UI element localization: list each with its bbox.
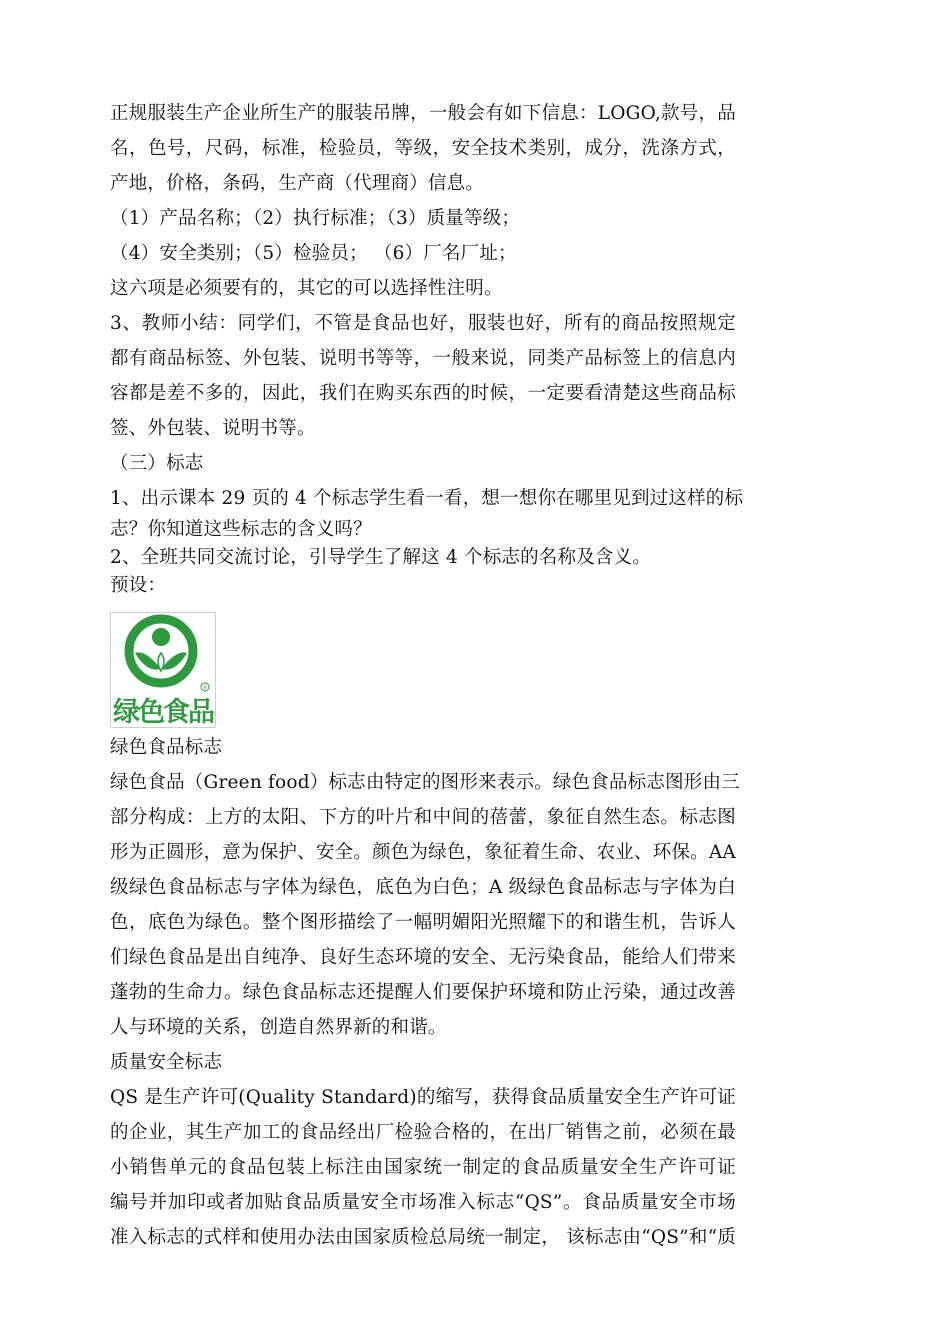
text-line: 容都是差不多的，因此，我们在购买东西的时候，一定要看清楚这些商品标 (110, 383, 736, 404)
qs-caption: 质量安全标志 (110, 1052, 223, 1073)
text-line: 产地，价格，条码，生产商（代理商）信息。 (110, 173, 485, 194)
text-line: 名，色号，尺码，标准，检验员，等级，安全技术类别，成分，洗涤方式， (110, 138, 736, 159)
text-line: 人与环境的关系，创造自然界新的和谐。 (110, 1017, 447, 1038)
registered-mark: ® (202, 685, 208, 692)
text-line: 准入标志的式样和使用办法由国家质检总局统一制定， 该标志由“QS”和“质 (110, 1227, 736, 1248)
text-line: 色，底色为绿色。整个图形描绘了一幅明媚阳光照耀下的和谐生机，告诉人 (110, 912, 736, 933)
paragraph-qs (110, 1080, 736, 1255)
paragraph-discussion: 2、全班共同交流讨论，引导学生了解这 4 个标志的名称及含义。 (110, 547, 652, 568)
text-line: 绿色食品（Green food）标志由特定的图形来表示。绿色食品标志图形由三 (110, 772, 740, 793)
text-line: 蓬勃的生命力。绿色食品标志还提醒人们要保护环境和防止污染，通过改善 (110, 982, 736, 1003)
text-line: 正规服装生产企业所生产的服装吊牌，一般会有如下信息：LOGO,款号，品 (110, 103, 736, 124)
logo-text: 绿色食品 (113, 697, 213, 727)
paragraph-preset: 预设： (110, 575, 167, 596)
text-line: 小销售单元的食品包装上标注由国家统一制定的食品质量安全生产许可证 (110, 1157, 736, 1178)
text-line: QS 是生产许可(Quality Standard)的缩写，获得食品质量安全生产许可证 (110, 1087, 736, 1108)
list-line-2: （4）安全类别；（5）检验员； （6）厂名厂址； (110, 243, 517, 264)
green-food-caption: 绿色食品标志 (110, 737, 223, 758)
text-line: 部分构成：上方的太阳、下方的叶片和中间的蓓蕾，象征自然生态。标志图 (110, 807, 736, 828)
text-line: 编号并加印或者加贴食品质量安全市场准入标志“QS”。食品质量安全市场 (110, 1192, 736, 1213)
text-line: 形为正圆形，意为保护、安全。颜色为绿色，象征着生命、农业、环保。AA (110, 842, 736, 863)
paragraph-six-items: 这六项是必须要有的，其它的可以选择性注明。 (110, 278, 503, 299)
text-line: 级绿色食品标志与字体为绿色，底色为白色；A 级绿色食品标志与字体为白 (110, 877, 736, 898)
text-line: 的企业，其生产加工的食品经出厂检验合格的，在出厂销售之前，必须在最 (110, 1122, 736, 1143)
paragraph-clothing-tag (110, 96, 736, 201)
section-heading-marks: （三）标志 (110, 453, 204, 474)
green-food-logo-icon (111, 613, 215, 727)
document-page (110, 96, 744, 1255)
text-line: 签、外包装、说明书等。 (110, 418, 316, 439)
text-line: 1、出示课本 29 页的 4 个标志学生看一看，想一想你在哪里见到过这样的标 (110, 488, 744, 509)
text-line: 志？你知道这些标志的含义吗？ (110, 519, 372, 540)
list-line-1: （1）产品名称；（2）执行标准；（3）质量等级； (110, 208, 521, 229)
text-line: 3、教师小结：同学们，不管是食品也好，服装也好，所有的商品按照规定 (110, 313, 736, 334)
paragraph-teacher-summary (110, 306, 736, 446)
green-food-logo (110, 612, 216, 728)
text-line: 都有商品标签、外包装、说明书等等，一般来说，同类产品标签上的信息内 (110, 348, 736, 369)
paragraph-show-marks (110, 481, 744, 544)
paragraph-green-food (110, 765, 740, 1045)
text-line: 们绿色食品是出自纯净、良好生态环境的安全、无污染食品，能给人们带来 (110, 947, 736, 968)
